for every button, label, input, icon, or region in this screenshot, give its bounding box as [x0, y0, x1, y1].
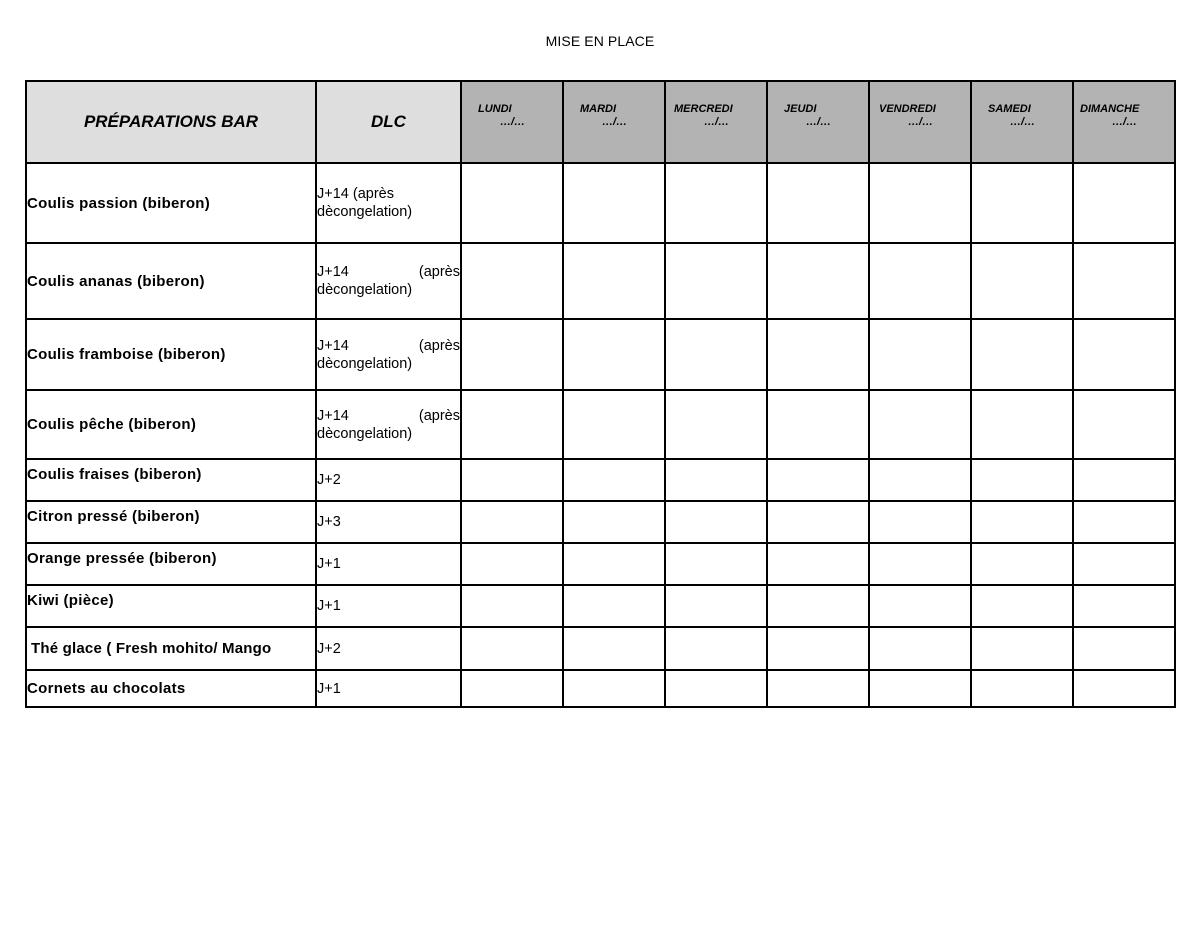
day-cell[interactable] — [461, 585, 563, 627]
day-cell[interactable] — [971, 243, 1073, 319]
page-title: MISE EN PLACE — [545, 33, 655, 49]
dlc-value: J+1 — [316, 585, 461, 627]
day-cell[interactable] — [665, 543, 767, 585]
table-row — [26, 243, 1175, 319]
day-cell[interactable] — [563, 459, 665, 501]
day-date: …/… — [806, 116, 832, 128]
preparation-name: Coulis fraises (biberon) — [26, 459, 316, 501]
day-cell[interactable] — [665, 459, 767, 501]
dlc-text: J+14 (après dècongelation) — [317, 407, 460, 442]
mise-en-place-table — [25, 80, 1176, 708]
preparation-name: Orange pressée (biberon) — [26, 543, 316, 585]
day-cell[interactable] — [1073, 627, 1175, 670]
day-cell[interactable] — [1073, 243, 1175, 319]
day-cell[interactable] — [563, 163, 665, 243]
preparation-name: Cornets au chocolats — [26, 670, 316, 707]
dlc-text: J+14 (après dècongelation) — [317, 264, 460, 298]
dlc-value: J+2 — [316, 459, 461, 501]
day-cell[interactable] — [767, 319, 869, 390]
day-cell[interactable] — [1073, 585, 1175, 627]
dlc-value: J+2 — [316, 627, 461, 670]
day-cell[interactable] — [461, 163, 563, 243]
preparation-name: Coulis ananas (biberon) — [26, 243, 316, 319]
day-cell[interactable] — [1073, 543, 1175, 585]
day-cell[interactable] — [767, 670, 869, 707]
dlc-text: J+14 (après dècongelation) — [317, 337, 460, 372]
day-cell[interactable] — [665, 243, 767, 319]
preparation-name: Kiwi (pièce) — [26, 585, 316, 627]
day-cell[interactable] — [461, 243, 563, 319]
day-header-friday — [869, 81, 971, 163]
day-cell[interactable] — [1073, 670, 1175, 707]
dlc-value — [316, 390, 461, 459]
day-header-sunday — [1073, 81, 1175, 163]
day-cell[interactable] — [665, 319, 767, 390]
day-name: MERCREDI — [674, 103, 733, 115]
day-date: …/… — [602, 116, 628, 128]
day-cell[interactable] — [461, 627, 563, 670]
table-row — [26, 390, 1175, 459]
day-header-wednesday — [665, 81, 767, 163]
day-cell[interactable] — [869, 585, 971, 627]
day-cell[interactable] — [563, 319, 665, 390]
day-cell[interactable] — [665, 163, 767, 243]
day-cell[interactable] — [563, 543, 665, 585]
day-cell[interactable] — [767, 243, 869, 319]
table-row — [26, 459, 1175, 501]
day-cell[interactable] — [767, 390, 869, 459]
day-cell[interactable] — [869, 390, 971, 459]
day-cell[interactable] — [1073, 390, 1175, 459]
day-cell[interactable] — [971, 390, 1073, 459]
day-cell[interactable] — [1073, 459, 1175, 501]
day-cell[interactable] — [665, 627, 767, 670]
day-cell[interactable] — [869, 319, 971, 390]
day-cell[interactable] — [767, 627, 869, 670]
day-cell[interactable] — [767, 543, 869, 585]
day-name: SAMEDI — [988, 103, 1031, 115]
dlc-header: DLC — [316, 81, 461, 163]
day-header-thursday — [767, 81, 869, 163]
day-date: …/… — [500, 116, 526, 128]
day-cell[interactable] — [767, 459, 869, 501]
day-cell[interactable] — [665, 390, 767, 459]
day-cell[interactable] — [563, 390, 665, 459]
day-cell[interactable] — [563, 585, 665, 627]
day-cell[interactable] — [971, 585, 1073, 627]
day-cell[interactable] — [461, 390, 563, 459]
day-cell[interactable] — [1073, 163, 1175, 243]
day-date: …/… — [1010, 116, 1036, 128]
day-name: VENDREDI — [879, 103, 936, 115]
table-row — [26, 627, 1175, 670]
dlc-value: J+3 — [316, 501, 461, 543]
day-cell[interactable] — [461, 670, 563, 707]
day-cell[interactable] — [869, 627, 971, 670]
table-row — [26, 163, 1175, 243]
day-cell[interactable] — [767, 163, 869, 243]
day-date: …/… — [1112, 116, 1138, 128]
day-cell[interactable] — [563, 243, 665, 319]
day-name: MARDI — [580, 103, 617, 115]
day-name: JEUDI — [784, 103, 817, 115]
dlc-value: J+1 — [316, 543, 461, 585]
day-header-tuesday — [563, 81, 665, 163]
day-cell[interactable] — [461, 319, 563, 390]
day-cell[interactable] — [563, 627, 665, 670]
day-cell[interactable] — [869, 501, 971, 543]
preparation-name: Coulis framboise (biberon) — [26, 319, 316, 390]
day-cell[interactable] — [461, 459, 563, 501]
day-name: DIMANCHE — [1080, 103, 1140, 115]
day-cell[interactable] — [869, 670, 971, 707]
dlc-text: J+14 (après dècongelation) — [317, 186, 413, 220]
day-cell[interactable] — [869, 243, 971, 319]
preparation-name: Citron pressé (biberon) — [26, 501, 316, 543]
day-cell[interactable] — [461, 501, 563, 543]
day-cell[interactable] — [1073, 501, 1175, 543]
day-cell[interactable] — [1073, 319, 1175, 390]
table-row — [26, 319, 1175, 390]
day-header-monday — [461, 81, 563, 163]
day-cell[interactable] — [971, 319, 1073, 390]
day-cell[interactable] — [971, 543, 1073, 585]
day-cell[interactable] — [971, 163, 1073, 243]
day-cell[interactable] — [563, 501, 665, 543]
table-row — [26, 585, 1175, 627]
day-date: …/… — [908, 116, 934, 128]
dlc-value — [316, 319, 461, 390]
day-cell[interactable] — [563, 670, 665, 707]
day-cell[interactable] — [767, 585, 869, 627]
day-cell[interactable] — [665, 501, 767, 543]
day-cell[interactable] — [971, 501, 1073, 543]
day-cell[interactable] — [461, 543, 563, 585]
day-cell[interactable] — [971, 627, 1073, 670]
dlc-value: J+1 — [316, 670, 461, 707]
day-cell[interactable] — [971, 670, 1073, 707]
day-date: …/… — [704, 116, 730, 128]
day-cell[interactable] — [869, 459, 971, 501]
preparation-name: Coulis passion (biberon) — [26, 163, 316, 243]
preparation-name: Coulis pêche (biberon) — [26, 390, 316, 459]
day-cell[interactable] — [869, 543, 971, 585]
preparation-name: Thé glace ( Fresh mohito/ Mango — [26, 627, 316, 670]
day-cell[interactable] — [869, 163, 971, 243]
table-row — [26, 501, 1175, 543]
day-header-saturday — [971, 81, 1073, 163]
dlc-value — [316, 163, 461, 243]
header-row — [26, 81, 1175, 163]
day-cell[interactable] — [665, 585, 767, 627]
dlc-value — [316, 243, 461, 319]
table-row — [26, 670, 1175, 707]
table-row — [26, 543, 1175, 585]
day-cell[interactable] — [767, 501, 869, 543]
day-cell[interactable] — [971, 459, 1073, 501]
day-cell[interactable] — [665, 670, 767, 707]
day-name: LUNDI — [478, 103, 512, 115]
preparations-header: PRÉPARATIONS BAR — [26, 81, 316, 163]
